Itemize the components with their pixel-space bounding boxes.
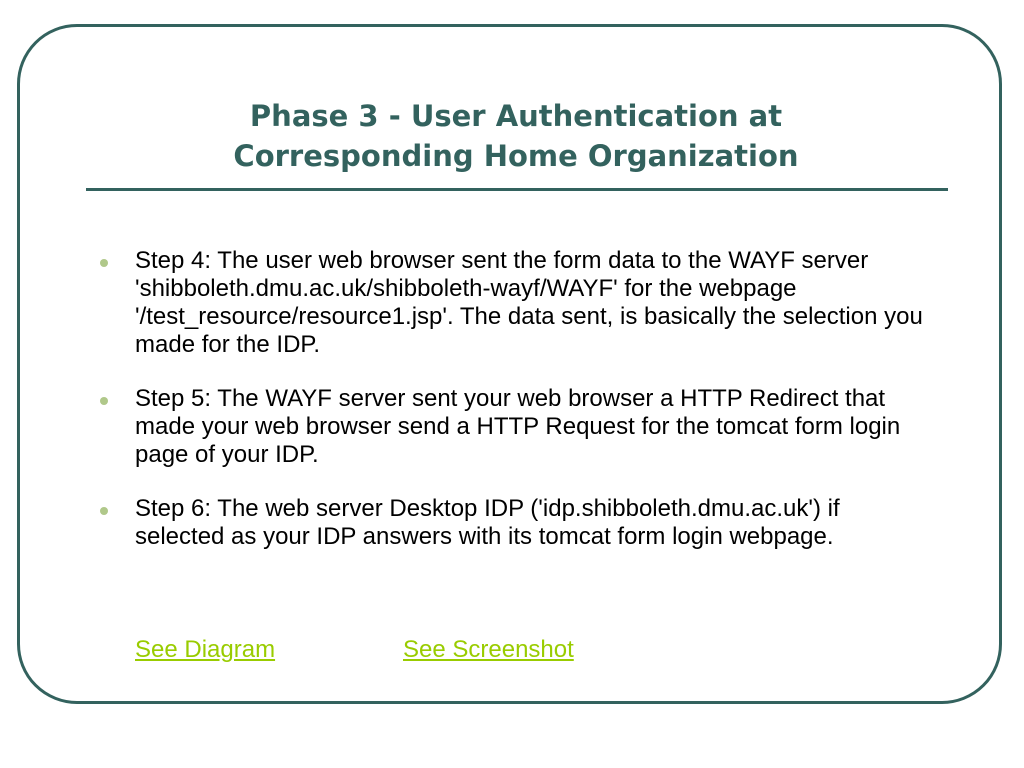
bullet-text: Step 6: The web server Desktop IDP ('idp.shibboleth.dmu.ac.uk') if selected as your IDP answers with its tomcat form login webpage. [135,495,840,550]
title-line-1: Phase 3 - User Authentication at [249,99,783,133]
bullet-text: Step 5: The WAYF server sent your web browser a HTTP Redirect that made your web browser send a HTTP Request for the tomcat form login page of your IDP. [135,385,901,468]
bullet-item-step-5 [98,385,928,469]
bullet-dot-icon [100,259,108,267]
title-line-2: Corresponding Home Organization [233,139,799,173]
see-screenshot-link[interactable]: See Screenshot [403,636,574,663]
bullet-dot-icon [100,507,108,515]
see-diagram-link[interactable]: See Diagram [135,636,276,663]
bullet-item-step-6 [98,495,928,551]
bullet-dot-icon [100,397,108,405]
slide-title [86,96,946,176]
bullet-item-step-4 [98,247,928,359]
title-divider [86,188,948,191]
bullet-text: Step 4: The user web browser sent the form data to the WAYF server 'shibboleth.dmu.ac.uk/shibboleth-wayf/WAYF' for the webpage '/test_resource/resource1.jsp'. The data sent, is basically the selection you made for the IDP. [135,247,923,358]
bullet-list [98,247,928,577]
